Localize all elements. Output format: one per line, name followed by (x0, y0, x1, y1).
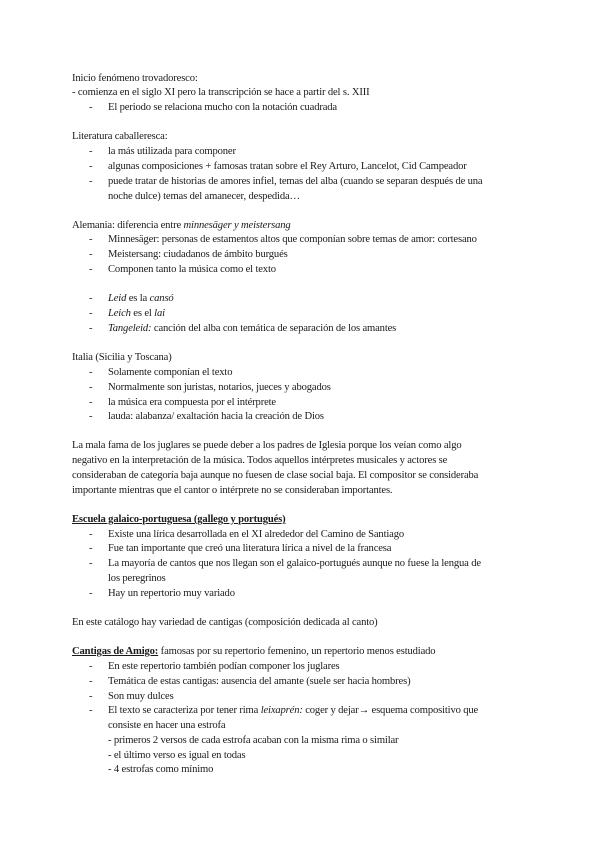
bullet-dash: - (89, 161, 93, 172)
section-title: Italia (Sicilia y Toscana) (72, 352, 172, 363)
text-line: - comienza en el siglo XI pero la transcripción se hace a partir del s. XIII (72, 87, 370, 98)
paragraph-line: importante mientras que el cantor o intérprete no se consideraban importantes. (72, 485, 393, 496)
bullet-dash: - (89, 543, 93, 554)
list-item-continuation: noche dulce) temas del amanecer, despedida… (108, 191, 300, 202)
bullet-dash: - (89, 146, 93, 157)
list-item: la música era compuesta por el intérprete (108, 397, 276, 408)
list-item: Tangeleid: canción del alba con temática de separación de los amantes (108, 323, 397, 334)
list-item: Leid es la cansó (108, 293, 174, 304)
list-item: algunas composiciones + famosas tratan sobre el Rey Arturo, Lancelot, Cid Campeador (108, 161, 467, 172)
list-item: Son muy dulces (108, 691, 174, 702)
list-item: Existe una lírica desarrollada en el XI alrededor del Camino de Santiago (108, 529, 405, 540)
list-item: Hay un repertorio muy variado (108, 588, 235, 599)
bullet-dash: - (89, 691, 93, 702)
bullet-dash: - (89, 367, 93, 378)
list-item: El periodo se relaciona mucho con la notación cuadrada (108, 102, 337, 113)
bullet-dash: - (89, 411, 93, 422)
section-title: Cantigas de Amigo: famosas por su repertorio femenino, un repertorio menos estudiado (72, 646, 436, 657)
bullet-dash: - (89, 249, 93, 260)
list-item-continuation: consiste en hacer una estrofa (108, 720, 226, 731)
bullet-dash: - (89, 234, 93, 245)
bullet-dash: - (89, 676, 93, 687)
bullet-dash: - (89, 308, 93, 319)
bullet-dash: - (89, 176, 93, 187)
list-item: puede tratar de historias de amores infiel, temas del alba (cuando se separan después de una (108, 176, 483, 187)
bullet-dash: - (89, 529, 93, 540)
bullet-dash: - (89, 397, 93, 408)
paragraph-line: negativo en la interpretación de la música. Todos aquellos intérpretes musicales y actores se (72, 455, 448, 466)
list-item: Normalmente son juristas, notarios, jueces y abogados (108, 382, 331, 393)
bullet-dash: - (89, 588, 93, 599)
list-item: la más utilizada para componer (108, 146, 236, 157)
sub-item: - 4 estrofas como mínimo (108, 764, 214, 775)
list-item: El texto se caracteriza por tener rima leixaprén: coger y dejar→ esquema compositivo que (108, 705, 479, 716)
bullet-dash: - (89, 705, 93, 716)
section-title: Literatura caballeresca: (72, 131, 168, 142)
section-title: Escuela galaico-portuguesa (gallego y portugués) (72, 514, 286, 525)
bullet-dash: - (89, 264, 93, 275)
bullet-dash: - (89, 323, 93, 334)
list-item-continuation: los peregrinos (108, 573, 166, 584)
sub-item: - el último verso es igual en todas (108, 750, 246, 761)
list-item: lauda: alabanza/ exaltación hacia la creación de Dios (108, 411, 324, 422)
sub-item: - primeros 2 versos de cada estrofa acaban con la misma rima o similar (108, 735, 399, 746)
section-title: Inicio fenómeno trovadoresco: (72, 73, 198, 84)
list-item: Minnesäger: personas de estamentos altos que componían sobre temas de amor: cortesano (108, 234, 477, 245)
list-item: Solamente componían el texto (108, 367, 233, 378)
list-item: Fue tan importante que creó una literatura lírica a nivel de la francesa (108, 543, 392, 554)
list-item: En este repertorio también podían componer los juglares (108, 661, 340, 672)
list-item: Componen tanto la música como el texto (108, 264, 276, 275)
bullet-dash: - (89, 382, 93, 393)
list-item: Temática de estas cantigas: ausencia del amante (suele ser hacia hombres) (108, 676, 411, 687)
bullet-dash: - (89, 102, 93, 113)
bullet-dash: - (89, 661, 93, 672)
bullet-dash: - (89, 293, 93, 304)
section-title: Alemania: diferencia entre minnesäger y meistersang (72, 220, 291, 231)
list-item: Leich es el lai (108, 308, 165, 319)
list-item: La mayoría de cantos que nos llegan son el galaico-portugués aunque no fuese la lengua de (108, 558, 481, 569)
paragraph-line: La mala fama de los juglares se puede deber a los padres de Iglesia porque los veían como algo (72, 440, 462, 451)
bullet-dash: - (89, 558, 93, 569)
list-item: Meistersang: ciudadanos de ámbito burgués (108, 249, 288, 260)
paragraph-line: En este catálogo hay variedad de cantigas (composición dedicada al canto) (72, 617, 378, 628)
paragraph-line: consideraban de categoría baja aunque no fuesen de clase social baja. El compositor se consideraba (72, 470, 479, 481)
